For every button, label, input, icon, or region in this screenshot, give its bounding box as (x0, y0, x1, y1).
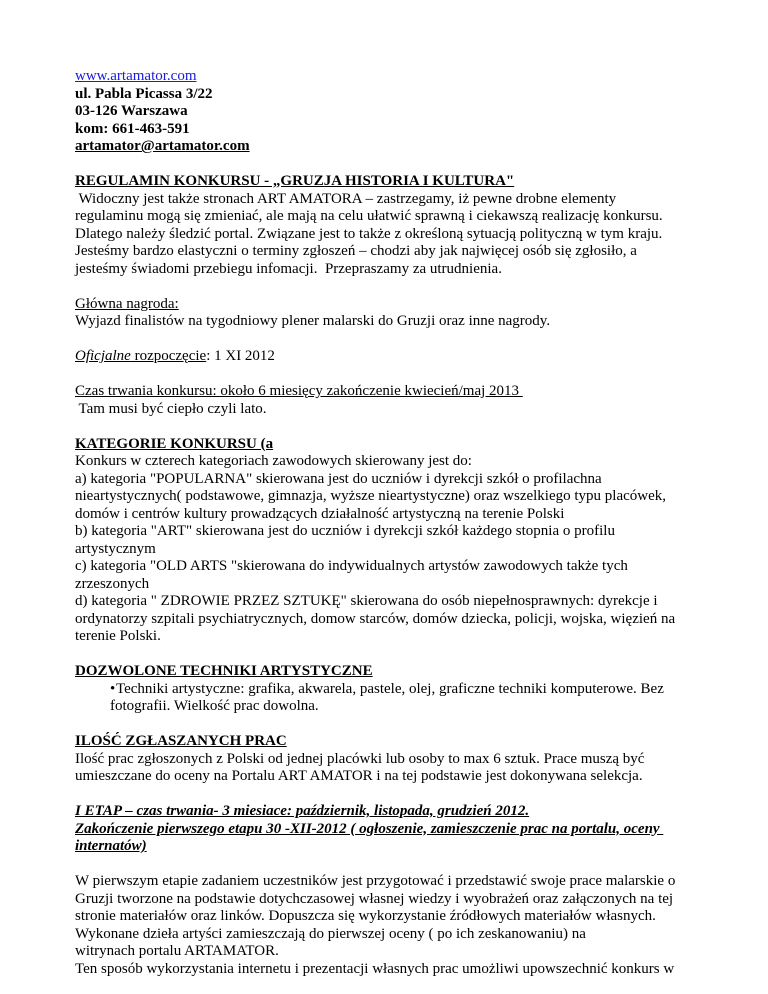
categories-line: ordynatorzy szpitali psychiatrycznych, domow starców, domów dziecka, policji, wojska, więzień na (75, 610, 676, 627)
techniques-text: Techniki artystyczne: grafika, akwarela, pastele, olej, graficzne techniki komputerowe. Bez (116, 680, 664, 697)
categories-line: b) kategoria "ART" skierowana jest do uczniów i dyrekcji szkół każdego stopnia o profilu (75, 523, 615, 539)
regulamin-section (75, 173, 700, 278)
stage1-body-line: witrynach portalu ARTAMATOR. (75, 943, 279, 959)
regulamin-line: regulaminu mogą się zmieniać, ale mają na celu ułatwić sprawną i ciekawszą realizację konkursu. (75, 208, 663, 224)
city-address: 03-126 Warszawa (75, 103, 188, 119)
regulamin-line: Dlatego należy śledzić portal. Związane jest to także z określoną sytuacją polityczną w tym kraju. (75, 225, 663, 242)
stage1-body-line: Ten sposób wykorzystania internetu i prezentacji własnych prac umożliwi upowszechnić konkurs w (75, 960, 675, 977)
start-value: : 1 XI 2012 (206, 348, 275, 364)
quantity-title: ILOŚĆ ZGŁASZANYCH PRAC (75, 733, 287, 749)
categories-line: terenie Polski. (75, 628, 161, 644)
stage1-section (75, 803, 700, 978)
categories-line: domów i centrów kultury prowadzących działalność artystyczną na terenie Polski (75, 505, 565, 522)
bullet-icon: • (110, 680, 116, 697)
techniques-line (75, 681, 700, 699)
duration-note: Tam musi być ciepło czyli lato. (75, 400, 267, 417)
contact-block (75, 68, 700, 156)
stage1-body-line: W pierwszym etapie zadaniem uczestników jest przygotować i przedstawić swoje prace malarskie o (75, 873, 676, 889)
quantity-line: umieszczane do oceny na Portalu ART AMATOR i na tej podstawie jest dokonywana selekcja. (75, 768, 643, 784)
categories-line: artystycznym (75, 540, 156, 557)
categories-line: Konkurs w czterech kategoriach zawodowych skierowany jest do: (75, 453, 472, 469)
quantity-section (75, 733, 700, 786)
categories-line: nieartystycznych( podstawowe, gimnazja, wyższe nieartystyczne) oraz wszelkiego typu placówek, (75, 488, 667, 504)
stage1-body-line: stronie materiałów oraz linków. Dopuszcza się wykorzystanie źródłowych materiałów własnych. (75, 908, 656, 924)
stage1-body-line: Wykonane dzieła artyści zamieszczają do pierwszej oceny ( po ich zeskanowaniu) na (75, 925, 586, 942)
techniques-title: DOZWOLONE TECHNIKI ARTYSTYCZNE (75, 663, 373, 679)
techniques-line: fotografii. Wielkość prac dowolna. (110, 698, 319, 714)
prize-section (75, 296, 700, 331)
phone-number: kom: 661-463-591 (75, 120, 190, 137)
start-date (75, 348, 700, 366)
start-label-italic: Oficjalne (75, 348, 131, 364)
regulamin-line: jesteśmy świadomi przebiegu infomacji. Przepraszamy za utrudnienia. (75, 260, 502, 277)
document-page (75, 68, 700, 978)
duration-section (75, 383, 700, 418)
categories-title: KATEGORIE KONKURSU (a (75, 435, 274, 452)
categories-line: a) kategoria "POPULARNA" skierowana jest do uczniów i dyrekcji szkół o profilachna (75, 470, 602, 487)
prize-label: Główna nagroda: (75, 295, 179, 312)
stage1-body-line: Gruzji tworzone na podstawie dotychczasowej własnej wiedzy i wyobrażeń oraz załączonych na tej (75, 890, 674, 907)
regulamin-line: Jesteśmy bardzo elastyczni o terminy zgłoszeń – chodzi aby jak najwięcej osób się zgłosiło, a (75, 243, 637, 259)
stage1-end: internatów) (75, 838, 147, 854)
website-link[interactable]: www.artamator.com (75, 68, 197, 84)
regulamin-title: REGULAMIN KONKURSU - „GRUZJA HISTORIA I KULTURA" (75, 173, 515, 189)
categories-line: d) kategoria " ZDROWIE PRZEZ SZTUKĘ" skierowana do osób niepełnosprawnych: dyrekcje i (75, 593, 658, 609)
prize-text: Wyjazd finalistów na tygodniowy plener malarski do Gruzji oraz inne nagrody. (75, 313, 551, 329)
street-address: ul. Pabla Picassa 3/22 (75, 85, 213, 102)
quantity-line: Ilość prac zgłoszonych z Polski od jednej placówki lub osoby to max 6 sztuk. Prace muszą być (75, 750, 645, 767)
categories-line: c) kategoria "OLD ARTS "skierowana do indywidualnych artystów zawodowych także tych (75, 558, 628, 574)
duration-line: Czas trwania konkursu: około 6 miesięcy zakończenie kwiecień/maj 2013 (75, 383, 523, 399)
regulamin-line: Widoczny jest także stronach ART AMATORA – zastrzegamy, iż pewne drobne elementy (75, 190, 617, 207)
categories-line: zrzeszonych (75, 575, 150, 592)
categories-section (75, 436, 700, 646)
stage1-end: Zakończenie pierwszego etapu 30 -XII-2012 ( ogłoszenie, zamieszczenie prac na portalu, oceny (75, 820, 664, 837)
email-address[interactable]: artamator@artamator.com (75, 138, 250, 154)
start-label-rest: rozpoczęcie (130, 348, 207, 364)
techniques-section (75, 663, 700, 716)
stage1-title: I ETAP – czas trwania- 3 miesiace: październik, listopada, grudzień 2012. (75, 803, 530, 819)
